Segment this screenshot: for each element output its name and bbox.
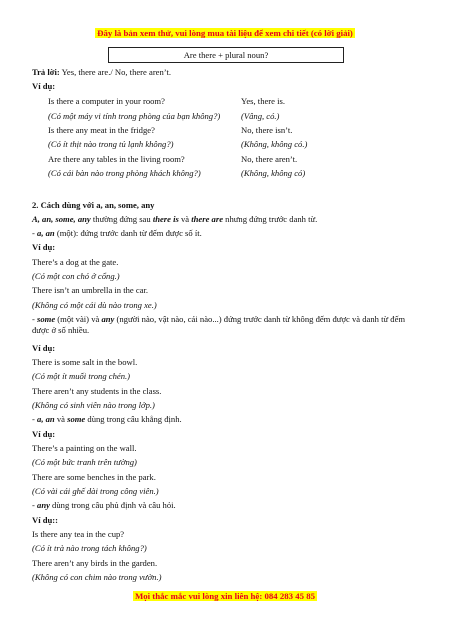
rule-term: any [101, 314, 115, 324]
example-label: Ví dụ: [32, 429, 56, 439]
example-translation: (Không có một cái dù nào trong xe.) [32, 300, 157, 310]
rule-term: a, an [37, 414, 55, 424]
example-translation: (Có một bức tranh trên tường) [32, 457, 137, 467]
intro-term: there is [152, 214, 179, 224]
answer-line [32, 67, 171, 78]
example-sentence: Is there any tea in the cup? [32, 529, 125, 539]
example-translation: (Có một ít muối trong chén.) [32, 371, 131, 381]
rule-text: (một vài) và [55, 314, 102, 324]
rule-some-any [32, 314, 422, 336]
rule-term: some [37, 314, 56, 324]
top-banner-text: Đây là bản xem thử, vui lòng mua tài liệu để xem chi tiết (có lời giải) [97, 28, 353, 38]
example-answer-translation: (Vâng, có.) [241, 111, 280, 121]
example-question: Is there a computer in your room? [48, 96, 165, 106]
example-translation: (Không có con chim nào trong vườn.) [32, 572, 162, 582]
example-sentence: There’s a painting on the wall. [32, 443, 137, 453]
example-sentence: There is some salt in the bowl. [32, 357, 138, 367]
example-question-translation: (Có cái bàn nào trong phòng khách không?) [48, 168, 201, 178]
example-sentence: There’s a dog at the gate. [32, 257, 119, 267]
example-label: Ví dụ: [32, 81, 56, 91]
example-answer: Yes, there is. [241, 96, 286, 106]
example-label: Ví dụ: [32, 343, 56, 353]
example-label: Ví dụ: [32, 242, 56, 252]
example-translation: (Có vài cái ghế dài trong công viên.) [32, 486, 159, 496]
bottom-contact-banner [0, 591, 450, 601]
rule-dash: - [32, 314, 38, 324]
rule-term: some [67, 414, 86, 424]
example-label: Ví dụ:: [32, 515, 59, 525]
rule-term: a, an [37, 228, 55, 238]
rule-term: any [37, 500, 50, 510]
example-answer-translation: (Không, không có.) [241, 139, 308, 149]
rule-negative-question [32, 500, 176, 511]
section-2-heading: 2. Cách dùng với a, an, some, any [32, 200, 155, 210]
example-answer: No, there aren’t. [241, 154, 298, 164]
intro-text: và [178, 214, 192, 224]
example-translation: (Không có sinh viên nào trong lớp.) [32, 400, 155, 410]
example-sentence: There aren’t any birds in the garden. [32, 558, 158, 568]
answer-text: Yes, there are./ No, there aren’t. [59, 67, 172, 77]
bottom-banner-text: Mọi thắc mắc vui lòng xin liên hệ: 084 283 45 85 [134, 591, 316, 601]
top-preview-banner [0, 28, 450, 38]
example-question: Are there any tables in the living room? [48, 154, 185, 164]
example-translation: (Có một con chó ở cổng.) [32, 271, 120, 281]
example-answer: No, there isn’t. [241, 125, 293, 135]
example-translation: (Có ít trà nào trong tách không?) [32, 543, 147, 553]
rule-text: và [54, 414, 68, 424]
example-answer-translation: (Không, không có) [241, 168, 306, 178]
example-sentence: There are some benches in the park. [32, 472, 156, 482]
rule-text: (một): đứng trước danh từ đếm được số ít. [54, 228, 202, 238]
intro-text: nhưng đứng trước danh từ. [223, 214, 318, 224]
section-2-intro [32, 214, 317, 225]
rule-affirmative [32, 414, 182, 425]
rule-text: (người nào, vật nào, cái nào...) đứng trước danh từ không đếm được và danh từ đếm được ở số nhiều. [32, 314, 406, 335]
rule-text: dùng trong câu khẳng định. [85, 414, 182, 424]
example-sentence: There aren’t any students in the class. [32, 386, 162, 396]
formula-box: Are there + plural noun? [108, 47, 344, 63]
example-question-translation: (Có một máy vi tính trong phòng của bạn không?) [48, 111, 221, 121]
rule-dash: - [32, 228, 38, 238]
intro-text: thường đứng sau [90, 214, 153, 224]
example-sentence: There isn’t an umbrella in the car. [32, 285, 149, 295]
intro-term: there are [191, 214, 224, 224]
rule-dash: - [32, 500, 38, 510]
rule-dash: - [32, 414, 38, 424]
answer-label: Trả lời: [32, 67, 60, 77]
example-question-translation: (Có ít thịt nào trong tủ lạnh không?) [48, 139, 174, 149]
intro-term: A, an, some, any [32, 214, 91, 224]
rule-text: dùng trong câu phủ định và câu hỏi. [49, 500, 176, 510]
rule-a-an [32, 228, 202, 239]
example-question: Is there any meat in the fridge? [48, 125, 155, 135]
